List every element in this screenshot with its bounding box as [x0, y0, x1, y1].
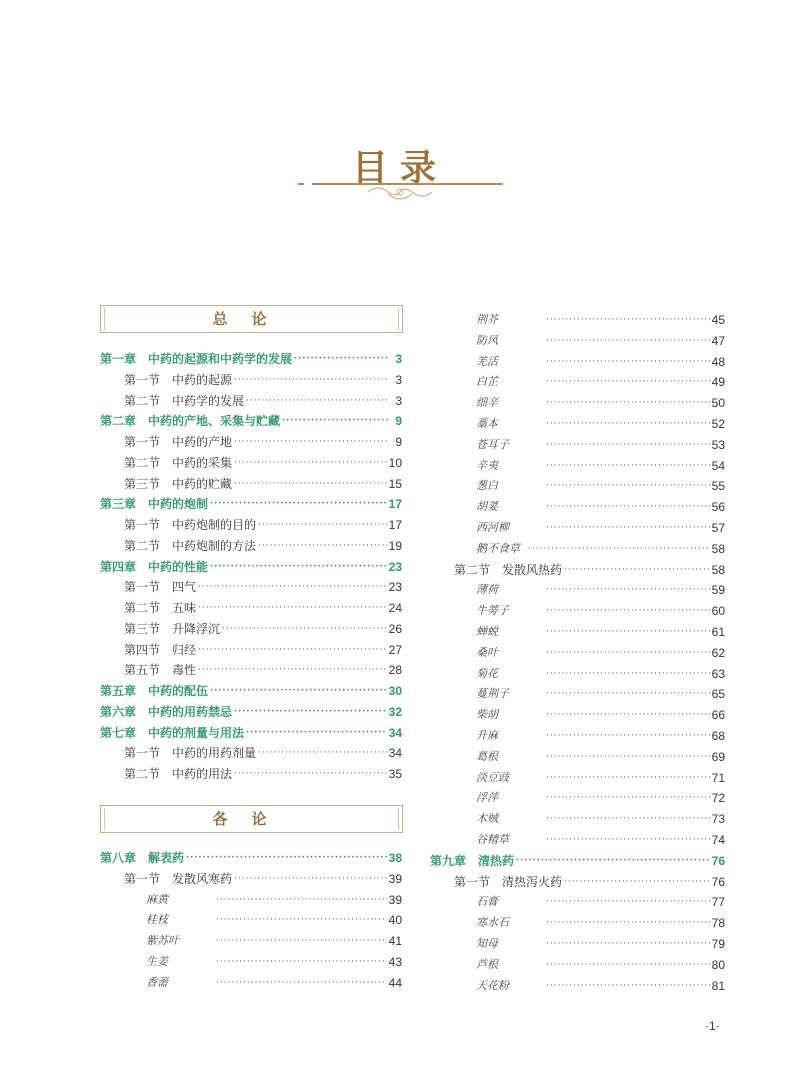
- entry-page: 9: [395, 435, 402, 449]
- leader-dots: [210, 494, 387, 514]
- leader-dots: [564, 872, 710, 892]
- entry-label: 柴胡: [476, 708, 498, 722]
- entry-label: 芦根: [476, 957, 498, 971]
- entry-page: 23: [388, 559, 402, 574]
- entry-label: 葛根: [476, 749, 498, 763]
- leader-dots: [546, 664, 710, 684]
- entry-label: 第一节 四气: [124, 580, 197, 595]
- leader-dots: [216, 952, 387, 972]
- entry-label: 第一节 中药的产地: [124, 435, 233, 449]
- leader-dots: [234, 702, 387, 722]
- entry-label: 胡荽: [476, 500, 498, 514]
- toc-entry-item[interactable]: [476, 622, 725, 642]
- leader-dots: [516, 851, 710, 871]
- entry-label: 木贼: [476, 812, 498, 826]
- entry-label: 桂枝: [146, 913, 168, 927]
- toc-entry-item[interactable]: [476, 456, 725, 476]
- entry-page: 77: [711, 895, 725, 910]
- toc-entry-section[interactable]: [454, 872, 725, 892]
- leader-dots: [546, 955, 710, 975]
- leader-dots: [546, 601, 710, 621]
- toc-entry-item[interactable]: [476, 809, 725, 829]
- entry-label: 荆芥: [476, 313, 498, 326]
- leader-dots: [546, 497, 710, 517]
- entry-page: 78: [711, 916, 725, 931]
- entry-label: 第二节 五味: [124, 601, 197, 615]
- entry-page: 61: [711, 625, 725, 639]
- entry-label: 白芷: [476, 375, 498, 389]
- leader-dots: [216, 910, 387, 930]
- toc-entry-section[interactable]: [124, 515, 402, 535]
- leader-dots: [216, 973, 387, 993]
- entry-page: 68: [711, 729, 725, 743]
- leader-dots: [546, 913, 710, 933]
- entry-page: 10: [388, 455, 402, 470]
- entry-label: 第四节 归经: [124, 642, 197, 657]
- toc-entry-section[interactable]: [454, 560, 725, 580]
- leader-dots: [258, 536, 387, 556]
- entry-page: 17: [388, 518, 402, 532]
- leader-dots: [546, 331, 710, 351]
- section-header-specific: 各论: [100, 805, 403, 833]
- toc-entry-item[interactable]: [146, 910, 402, 930]
- entry-page: 17: [388, 497, 402, 512]
- entry-label: 第一节 中药的起源: [124, 372, 233, 387]
- entry-page: 52: [711, 417, 725, 431]
- toc-entry-chapter[interactable]: [100, 681, 402, 701]
- toc-entry-section[interactable]: [124, 432, 402, 452]
- leader-dots: [198, 640, 387, 660]
- entry-page: 3: [395, 372, 402, 387]
- entry-label: 紫苏叶: [146, 934, 179, 948]
- entry-label: 细辛: [476, 396, 498, 410]
- entry-page: 58: [711, 541, 725, 556]
- leader-dots: [234, 474, 387, 494]
- entry-page: 32: [388, 704, 402, 719]
- entry-page: 15: [388, 476, 402, 491]
- toc-entry-item[interactable]: [476, 705, 725, 725]
- leader-dots: [234, 432, 388, 452]
- entry-label: 第七章 中药的剂量与用法: [100, 725, 245, 740]
- entry-page: 9: [395, 414, 402, 429]
- leader-dots: [198, 660, 387, 680]
- entry-page: 54: [711, 458, 725, 473]
- toc-entry-item[interactable]: [476, 747, 725, 767]
- toc-entry-chapter[interactable]: [430, 851, 725, 871]
- entry-label: 薄荷: [476, 583, 498, 597]
- entry-page: 19: [388, 538, 402, 553]
- entry-page: 76: [711, 874, 725, 889]
- entry-label: 防风: [476, 333, 498, 347]
- entry-label: 桑叶: [476, 645, 498, 659]
- leader-dots: [546, 310, 710, 330]
- leader-dots: [198, 598, 387, 618]
- entry-label: 藁本: [476, 417, 498, 430]
- entry-page: 47: [711, 333, 725, 348]
- leader-dots: [546, 809, 710, 829]
- toc-entry-item[interactable]: [476, 352, 725, 372]
- entry-page: 73: [711, 812, 725, 827]
- entry-page: 57: [711, 521, 725, 535]
- toc-entry-chapter[interactable]: [100, 557, 402, 577]
- entry-page: 69: [711, 749, 725, 764]
- entry-label: 蝉蜕: [476, 625, 498, 638]
- toc-entry-item[interactable]: [146, 890, 402, 910]
- toc-entry-section[interactable]: [124, 743, 402, 763]
- leader-dots: [546, 476, 710, 496]
- leader-dots: [546, 414, 710, 434]
- entry-page: 79: [711, 937, 725, 951]
- leader-dots: [546, 705, 710, 725]
- toc-entry-item[interactable]: [476, 892, 725, 912]
- entry-page: 40: [388, 913, 402, 928]
- entry-page: 28: [388, 663, 402, 678]
- toc-entry-item[interactable]: [476, 830, 725, 850]
- toc-entry-chapter[interactable]: [100, 848, 402, 868]
- entry-label: 第一节 中药的用药剂量: [124, 746, 257, 761]
- toc-entry-section[interactable]: [124, 370, 402, 390]
- toc-entry-section[interactable]: [124, 598, 402, 618]
- toc-entry-item[interactable]: [476, 393, 725, 413]
- entry-label: 鹅不食草: [476, 541, 520, 555]
- entry-page: 3: [395, 352, 402, 366]
- leader-dots: [234, 869, 387, 889]
- toc-entry-item[interactable]: [476, 934, 725, 954]
- toc-entry-item[interactable]: [476, 372, 725, 392]
- entry-page: 43: [388, 955, 402, 969]
- entry-page: 35: [388, 767, 402, 781]
- leader-dots: [222, 619, 387, 639]
- entry-page: 60: [711, 604, 725, 619]
- leader-dots: [546, 643, 710, 663]
- entry-label: 麻黄: [146, 892, 168, 906]
- entry-page: 41: [388, 934, 402, 949]
- entry-page: 63: [711, 666, 725, 681]
- toc-entry-chapter[interactable]: [100, 411, 402, 431]
- entry-label: 升麻: [476, 729, 498, 742]
- leader-dots: [246, 391, 388, 411]
- entry-page: 81: [711, 978, 725, 993]
- entry-label: 寒水石: [476, 916, 509, 930]
- leader-dots: [234, 370, 388, 390]
- toc-entry-section[interactable]: [124, 391, 402, 411]
- leader-dots: [216, 931, 387, 951]
- toc-entry-chapter[interactable]: [100, 702, 402, 722]
- entry-label: 谷精草: [476, 833, 509, 846]
- toc-entry-item[interactable]: [476, 955, 725, 975]
- entry-page: 34: [388, 746, 402, 761]
- toc-entry-item[interactable]: [476, 664, 725, 684]
- toc-entry-item[interactable]: [476, 518, 725, 538]
- entry-page: 27: [388, 642, 402, 657]
- toc-entry-item[interactable]: [146, 973, 402, 993]
- toc-entry-item[interactable]: [476, 768, 725, 788]
- leader-dots: [210, 681, 387, 701]
- entry-label: 第二节 发散风热药: [454, 562, 563, 577]
- entry-page: 59: [711, 583, 725, 598]
- entry-page: 55: [711, 479, 725, 494]
- entry-label: 第九章 清热药: [430, 853, 515, 868]
- leader-dots: [258, 743, 387, 763]
- toc-entry-section[interactable]: [124, 640, 402, 660]
- entry-page: 24: [388, 601, 402, 615]
- leader-dots: [234, 453, 387, 473]
- entry-label: 葱白: [476, 479, 498, 493]
- leader-dots: [546, 768, 710, 788]
- leader-dots: [186, 848, 387, 868]
- leader-dots: [546, 788, 710, 808]
- toc-entry-item[interactable]: [146, 952, 402, 972]
- leader-dots: [294, 349, 388, 369]
- entry-page: 39: [388, 871, 402, 886]
- entry-label: 第六章 中药的用药禁忌: [100, 704, 233, 719]
- toc-entry-item[interactable]: [476, 435, 725, 455]
- entry-label: 第五节 毒性: [124, 663, 197, 678]
- toc-entry-section[interactable]: [124, 577, 402, 597]
- entry-label: 第五章 中药的配伍: [100, 684, 209, 698]
- entry-page: 65: [711, 687, 725, 702]
- entry-label: 第一章 中药的起源和中药学的发展: [100, 352, 293, 366]
- entry-label: 第三节 升降浮沉: [124, 621, 221, 636]
- toc-entry-item[interactable]: [476, 497, 725, 517]
- leader-dots: [246, 723, 387, 743]
- entry-label: 牛蒡子: [476, 604, 509, 618]
- toc-entry-section[interactable]: [124, 619, 402, 639]
- entry-page: 30: [388, 684, 402, 698]
- leader-dots: [546, 518, 710, 538]
- leader-dots: [546, 830, 710, 850]
- toc-entry-item[interactable]: [476, 601, 725, 621]
- toc-entry-section[interactable]: [124, 536, 402, 556]
- leader-dots: [258, 515, 387, 535]
- leader-dots: [216, 890, 387, 910]
- leader-dots: [546, 934, 710, 954]
- toc-entry-section[interactable]: [124, 869, 402, 889]
- toc-entry-section[interactable]: [124, 474, 402, 494]
- entry-page: 72: [711, 791, 725, 806]
- entry-label: 知母: [476, 937, 498, 950]
- leader-dots: [546, 726, 710, 746]
- leader-dots: [234, 764, 387, 784]
- toc-entry-item[interactable]: [476, 726, 725, 746]
- entry-page: 74: [711, 833, 725, 847]
- toc-entry-item[interactable]: [476, 643, 725, 663]
- toc-entry-item[interactable]: [476, 788, 725, 808]
- leader-dots: [528, 539, 710, 559]
- entry-page: 39: [388, 892, 402, 907]
- entry-page: 45: [711, 313, 725, 327]
- toc-entry-item[interactable]: [476, 976, 725, 996]
- entry-label: 西河柳: [476, 521, 509, 534]
- entry-page: 71: [711, 770, 725, 785]
- entry-label: 第四章 中药的性能: [100, 559, 209, 574]
- entry-page: 76: [711, 853, 725, 868]
- entry-page: 23: [388, 580, 402, 595]
- entry-page: 49: [711, 375, 725, 390]
- entry-label: 蔓荆子: [476, 687, 509, 701]
- toc-entry-item[interactable]: [146, 931, 402, 951]
- entry-page: 58: [711, 562, 725, 577]
- entry-page: 44: [388, 975, 402, 990]
- toc-entry-item[interactable]: [476, 310, 725, 330]
- toc-entry-item[interactable]: [476, 684, 725, 704]
- entry-label: 浮萍: [476, 791, 498, 805]
- toc-entry-item[interactable]: [476, 539, 725, 559]
- leader-dots: [546, 456, 710, 476]
- entry-page: 34: [388, 725, 402, 740]
- entry-label: 香薷: [146, 975, 168, 989]
- entry-page: 62: [711, 645, 725, 660]
- entry-label: 第二节 中药炮制的方法: [124, 538, 257, 553]
- entry-label: 第二节 中药的采集: [124, 455, 233, 470]
- leader-dots: [546, 747, 710, 767]
- leader-dots: [546, 352, 710, 372]
- entry-label: 苍耳子: [476, 437, 509, 451]
- entry-label: 淡豆豉: [476, 770, 509, 784]
- entry-label: 第一节 清热泻火药: [454, 874, 563, 889]
- entry-label: 辛夷: [476, 458, 498, 472]
- entry-label: 生姜: [146, 955, 168, 968]
- toc-entry-item[interactable]: [476, 476, 725, 496]
- toc-entry-item[interactable]: [476, 414, 725, 434]
- title-ornament-icon: [298, 180, 503, 204]
- entry-label: 第二节 中药学的发展: [124, 393, 245, 408]
- entry-label: 第三章 中药的炮制: [100, 497, 209, 512]
- leader-dots: [546, 435, 710, 455]
- entry-page: 56: [711, 500, 725, 515]
- entry-page: 48: [711, 354, 725, 369]
- entry-label: 菊花: [476, 666, 498, 680]
- entry-label: 第二章 中药的产地、采集与贮藏: [100, 414, 281, 429]
- toc-entry-chapter[interactable]: [100, 723, 402, 743]
- leader-dots: [198, 577, 387, 597]
- entry-label: 第三节 中药的贮藏: [124, 476, 233, 491]
- entry-label: 第一节 中药炮制的目的: [124, 518, 257, 532]
- entry-label: 第八章 解表药: [100, 851, 185, 865]
- leader-dots: [546, 684, 710, 704]
- entry-page: 38: [388, 851, 402, 865]
- entry-label: 石膏: [476, 895, 498, 909]
- entry-page: 53: [711, 437, 725, 452]
- leader-dots: [546, 393, 710, 413]
- toc-entry-item[interactable]: [476, 331, 725, 351]
- entry-page: 3: [395, 393, 402, 408]
- leader-dots: [564, 560, 710, 580]
- toc-entry-section[interactable]: [124, 764, 402, 784]
- page-title: 目录: [351, 148, 448, 189]
- toc-entry-item[interactable]: [476, 913, 725, 933]
- toc-entry-chapter[interactable]: [100, 494, 402, 514]
- leader-dots: [546, 372, 710, 392]
- leader-dots: [210, 557, 387, 577]
- entry-label: 第一节 发散风寒药: [124, 871, 233, 886]
- entry-label: 羌活: [476, 354, 498, 368]
- toc-entry-section[interactable]: [124, 453, 402, 473]
- leader-dots: [546, 622, 710, 642]
- entry-page: 80: [711, 957, 725, 972]
- leader-dots: [546, 580, 710, 600]
- leader-dots: [546, 976, 710, 996]
- leader-dots: [546, 892, 710, 912]
- entry-label: 第二节 中药的用法: [124, 767, 233, 781]
- section-header-general: 总论: [100, 305, 403, 333]
- entry-page: 66: [711, 708, 725, 723]
- page-number: ·1·: [705, 1019, 720, 1033]
- entry-page: 26: [388, 621, 402, 636]
- entry-page: 50: [711, 396, 725, 411]
- toc-entry-chapter[interactable]: [100, 349, 402, 369]
- toc-entry-item[interactable]: [476, 580, 725, 600]
- leader-dots: [282, 411, 388, 431]
- toc-entry-section[interactable]: [124, 660, 402, 680]
- entry-label: 天花粉: [476, 978, 509, 992]
